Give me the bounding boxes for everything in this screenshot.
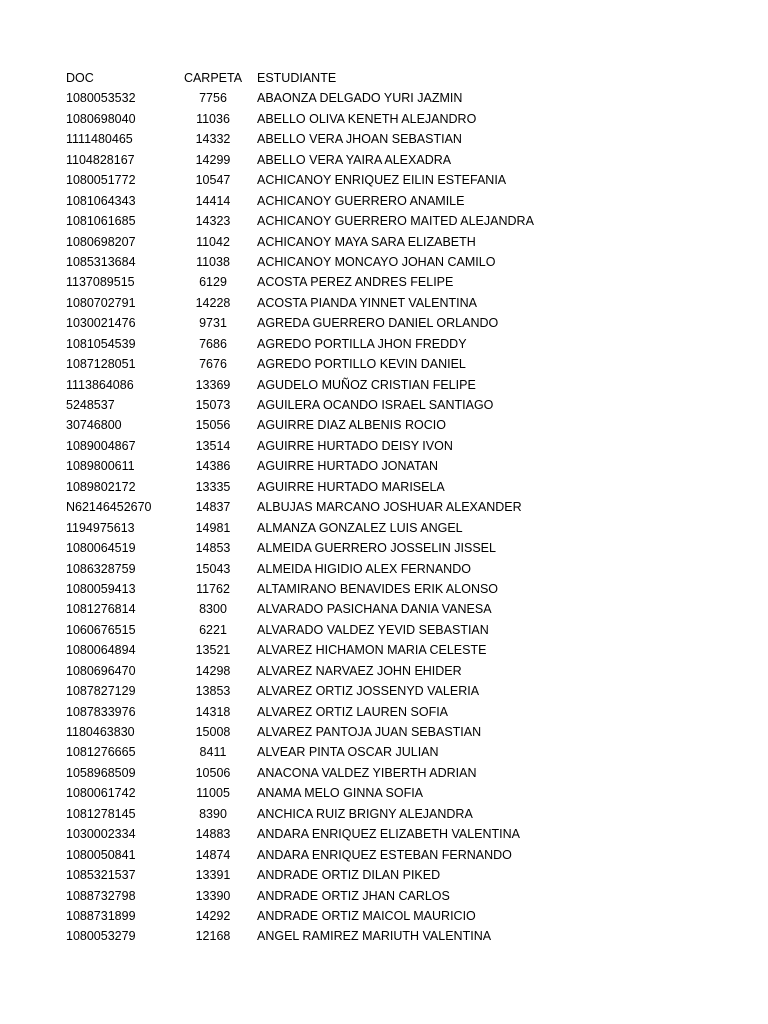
estudiante-cell: ANDRADE ORTIZ JHAN CARLOS	[257, 888, 450, 903]
estudiante-cell: ALVEAR PINTA OSCAR JULIAN	[257, 745, 439, 760]
estudiante-cell: AGREDA GUERRERO DANIEL ORLANDO	[257, 316, 499, 331]
table-row	[0, 477, 768, 497]
carpeta-cell: 15008	[195, 725, 231, 739]
carpeta-cell: 14414	[195, 193, 231, 208]
estudiante-cell: ALVARADO VALDEZ YEVID SEBASTIAN	[257, 622, 489, 637]
doc-cell: 1081061685	[66, 214, 136, 229]
estudiante-cell: ALMEIDA GUERRERO JOSSELIN JISSEL	[257, 541, 496, 556]
header-doc: DOC	[66, 71, 94, 85]
carpeta-cell: 11036	[196, 111, 230, 126]
carpeta-cell: 14332	[195, 132, 231, 147]
carpeta-cell: 10506	[195, 765, 231, 780]
estudiante-cell: AGUIRRE HURTADO MARISELA	[257, 479, 445, 494]
carpeta-cell: 10547	[195, 173, 231, 188]
doc-cell: 1086328759	[66, 561, 136, 576]
doc-cell: 1080051772	[66, 173, 136, 188]
carpeta-cell: 15056	[195, 418, 231, 433]
table-row	[0, 293, 768, 313]
doc-cell: 1081278145	[66, 806, 136, 821]
carpeta-cell: 6221	[199, 622, 227, 637]
doc-cell: 1081054539	[66, 336, 136, 351]
table-row	[0, 456, 768, 476]
doc-cell: 1080064894	[66, 643, 136, 658]
table-row	[0, 763, 768, 783]
table-row	[0, 845, 768, 865]
doc-cell: 1030002334	[66, 827, 136, 842]
carpeta-cell: 13853	[195, 684, 231, 699]
carpeta-cell: 14853	[195, 541, 231, 556]
table-row	[0, 395, 768, 415]
doc-cell: 1080053532	[66, 91, 136, 106]
estudiante-cell: AGUILERA OCANDO ISRAEL SANTIAGO	[257, 398, 494, 412]
table-row	[0, 538, 768, 558]
table-row	[0, 272, 768, 292]
table-row	[0, 334, 768, 354]
doc-cell: 1194975613	[66, 520, 135, 535]
carpeta-cell: 15073	[195, 398, 231, 412]
doc-cell: 1081276665	[66, 745, 136, 760]
doc-cell: 1080698040	[66, 111, 136, 126]
estudiante-cell: ANDRADE ORTIZ MAICOL MAURICIO	[257, 908, 476, 923]
table-row	[0, 620, 768, 640]
estudiante-cell: ALMEIDA HIGIDIO ALEX FERNANDO	[257, 561, 471, 576]
table-row	[0, 906, 768, 926]
header-carpeta: CARPETA	[183, 71, 243, 85]
estudiante-cell: ABAONZA DELGADO YURI JAZMIN	[257, 91, 463, 106]
table-row	[0, 497, 768, 517]
estudiante-cell: AGUIRRE HURTADO JONATAN	[257, 459, 439, 474]
doc-cell: 1089802172	[66, 479, 136, 494]
estudiante-cell: ACHICANOY MAYA SARA ELIZABETH	[257, 234, 476, 249]
table-body	[0, 88, 768, 946]
estudiante-cell: ANDARA ENRIQUEZ ESTEBAN FERNANDO	[257, 847, 512, 862]
carpeta-cell: 14298	[195, 663, 231, 678]
doc-cell: 1088731899	[66, 908, 136, 923]
table-row	[0, 129, 768, 149]
table-row	[0, 742, 768, 762]
carpeta-cell: 11762	[196, 581, 230, 596]
doc-cell: 1111480465	[66, 132, 133, 147]
carpeta-cell: 14228	[195, 295, 231, 310]
doc-cell: N62146452670	[66, 500, 152, 515]
carpeta-cell: 7676	[199, 357, 227, 372]
estudiante-cell: ANCHICA RUIZ BRIGNY ALEJANDRA	[257, 806, 473, 821]
estudiante-cell: ANAMA MELO GINNA SOFIA	[257, 786, 424, 801]
estudiante-cell: ALMANZA GONZALEZ LUIS ANGEL	[257, 520, 463, 535]
estudiante-cell: ALVAREZ PANTOJA JUAN SEBASTIAN	[257, 725, 482, 739]
table-row	[0, 415, 768, 435]
doc-cell: 1137089515	[66, 275, 135, 290]
carpeta-cell: 13514	[195, 438, 231, 453]
table-row	[0, 354, 768, 374]
estudiante-cell: ABELLO VERA JHOAN SEBASTIAN	[257, 132, 462, 147]
estudiante-cell: AGREDO PORTILLO KEVIN DANIEL	[257, 357, 466, 372]
carpeta-cell: 13521	[195, 643, 231, 658]
table-row	[0, 313, 768, 333]
carpeta-cell: 7686	[199, 336, 227, 351]
doc-cell: 1080059413	[66, 581, 136, 596]
estudiante-cell: AGUIRRE HURTADO DEISY IVON	[257, 438, 453, 453]
carpeta-cell: 14292	[195, 908, 231, 923]
table-row	[0, 640, 768, 660]
table-row	[0, 518, 768, 538]
carpeta-cell: 6129	[199, 275, 227, 290]
doc-cell: 1080696470	[66, 663, 136, 678]
carpeta-cell: 9731	[199, 316, 227, 331]
estudiante-cell: ALVAREZ ORTIZ JOSSENYD VALERIA	[257, 684, 480, 699]
doc-cell: 5248537	[66, 398, 115, 412]
doc-cell: 1087128051	[66, 357, 136, 372]
table-row	[0, 599, 768, 619]
estudiante-cell: ANGEL RAMIREZ MARIUTH VALENTINA	[257, 929, 492, 944]
table-row	[0, 783, 768, 803]
carpeta-cell: 14883	[195, 827, 231, 842]
carpeta-cell: 8390	[199, 806, 227, 821]
carpeta-cell: 14981	[195, 520, 231, 535]
table-row	[0, 170, 768, 190]
carpeta-cell: 11005	[196, 786, 230, 801]
estudiante-cell: ALBUJAS MARCANO JOSHUAR ALEXANDER	[257, 500, 522, 515]
table-row	[0, 191, 768, 211]
estudiante-cell: AGUDELO MUÑOZ CRISTIAN FELIPE	[257, 377, 476, 392]
table-row	[0, 559, 768, 579]
table-row	[0, 886, 768, 906]
doc-cell: 1085321537	[66, 868, 136, 883]
table-header-row	[0, 68, 768, 88]
doc-cell: 1087827129	[66, 684, 136, 699]
doc-cell: 1081064343	[66, 193, 136, 208]
doc-cell: 1080061742	[66, 786, 136, 801]
doc-cell: 1060676515	[66, 622, 136, 637]
doc-cell: 1080702791	[66, 295, 136, 310]
carpeta-cell: 13390	[195, 888, 231, 903]
carpeta-cell: 12168	[195, 929, 231, 944]
carpeta-cell: 7756	[199, 91, 227, 106]
estudiante-cell: ACHICANOY GUERRERO ANAMILE	[257, 193, 465, 208]
doc-cell: 1080053279	[66, 929, 136, 944]
carpeta-cell: 13391	[195, 868, 231, 883]
estudiante-cell: ACOSTA PIANDA YINNET VALENTINA	[257, 295, 477, 310]
carpeta-cell: 14386	[195, 459, 231, 474]
estudiante-cell: AGUIRRE DIAZ ALBENIS ROCIO	[257, 418, 446, 433]
carpeta-cell: 14299	[195, 152, 231, 167]
estudiante-cell: ABELLO VERA YAIRA ALEXADRA	[257, 152, 452, 167]
estudiante-cell: ALVAREZ NARVAEZ JOHN EHIDER	[257, 663, 462, 678]
doc-cell: 1089004867	[66, 438, 136, 453]
estudiante-cell: ABELLO OLIVA KENETH ALEJANDRO	[257, 111, 477, 126]
table-row	[0, 681, 768, 701]
carpeta-cell: 13369	[195, 377, 231, 392]
table-row	[0, 661, 768, 681]
carpeta-cell: 14323	[195, 214, 231, 229]
carpeta-cell: 14318	[195, 704, 231, 719]
table-row	[0, 375, 768, 395]
estudiante-cell: ANDRADE ORTIZ DILAN PIKED	[257, 868, 441, 883]
carpeta-cell: 8411	[199, 745, 227, 760]
table-row	[0, 150, 768, 170]
doc-cell: 1030021476	[66, 316, 136, 331]
table-row	[0, 804, 768, 824]
carpeta-cell: 8300	[199, 602, 227, 617]
student-table	[0, 68, 768, 947]
table-row	[0, 232, 768, 252]
doc-cell: 1080064519	[66, 541, 136, 556]
carpeta-cell: 15043	[195, 561, 231, 576]
doc-cell: 1080050841	[66, 847, 136, 862]
doc-cell: 1081276814	[66, 602, 136, 617]
table-row	[0, 926, 768, 946]
doc-cell: 1085313684	[66, 254, 136, 269]
header-estudiante: ESTUDIANTE	[257, 71, 337, 85]
table-row	[0, 88, 768, 108]
doc-cell: 1180463830	[66, 725, 135, 739]
doc-cell: 1058968509	[66, 765, 136, 780]
doc-cell: 1088732798	[66, 888, 136, 903]
estudiante-cell: ACHICANOY GUERRERO MAITED ALEJANDRA	[257, 214, 534, 229]
table-row	[0, 722, 768, 742]
table-row	[0, 579, 768, 599]
table-row	[0, 865, 768, 885]
estudiante-cell: ANDARA ENRIQUEZ ELIZABETH VALENTINA	[257, 827, 521, 842]
table-row	[0, 109, 768, 129]
estudiante-cell: ACHICANOY ENRIQUEZ EILIN ESTEFANIA	[257, 173, 507, 188]
estudiante-cell: ALVAREZ HICHAMON MARIA CELESTE	[257, 643, 487, 658]
doc-cell: 30746800	[66, 418, 122, 433]
table-row	[0, 824, 768, 844]
carpeta-cell: 11038	[196, 254, 230, 269]
carpeta-cell: 14837	[195, 500, 231, 515]
estudiante-cell: ANACONA VALDEZ YIBERTH ADRIAN	[257, 765, 477, 780]
estudiante-cell: AGREDO PORTILLA JHON FREDDY	[257, 336, 467, 351]
doc-cell: 1113864086	[66, 377, 134, 392]
estudiante-cell: ACHICANOY MONCAYO JOHAN CAMILO	[257, 254, 496, 269]
doc-cell: 1080698207	[66, 234, 136, 249]
carpeta-cell: 13335	[195, 479, 231, 494]
table-row	[0, 211, 768, 231]
doc-cell: 1087833976	[66, 704, 136, 719]
carpeta-cell: 11042	[196, 234, 230, 249]
carpeta-cell: 14874	[195, 847, 231, 862]
estudiante-cell: ALVARADO PASICHANA DANIA VANESA	[257, 602, 492, 617]
doc-cell: 1089800611	[66, 459, 135, 474]
estudiante-cell: ALTAMIRANO BENAVIDES ERIK ALONSO	[257, 581, 499, 596]
estudiante-cell: ALVAREZ ORTIZ LAUREN SOFIA	[257, 704, 449, 719]
table-row	[0, 436, 768, 456]
table-row	[0, 702, 768, 722]
estudiante-cell: ACOSTA PEREZ ANDRES FELIPE	[257, 275, 454, 290]
table-row	[0, 252, 768, 272]
doc-cell: 1104828167	[66, 152, 135, 167]
